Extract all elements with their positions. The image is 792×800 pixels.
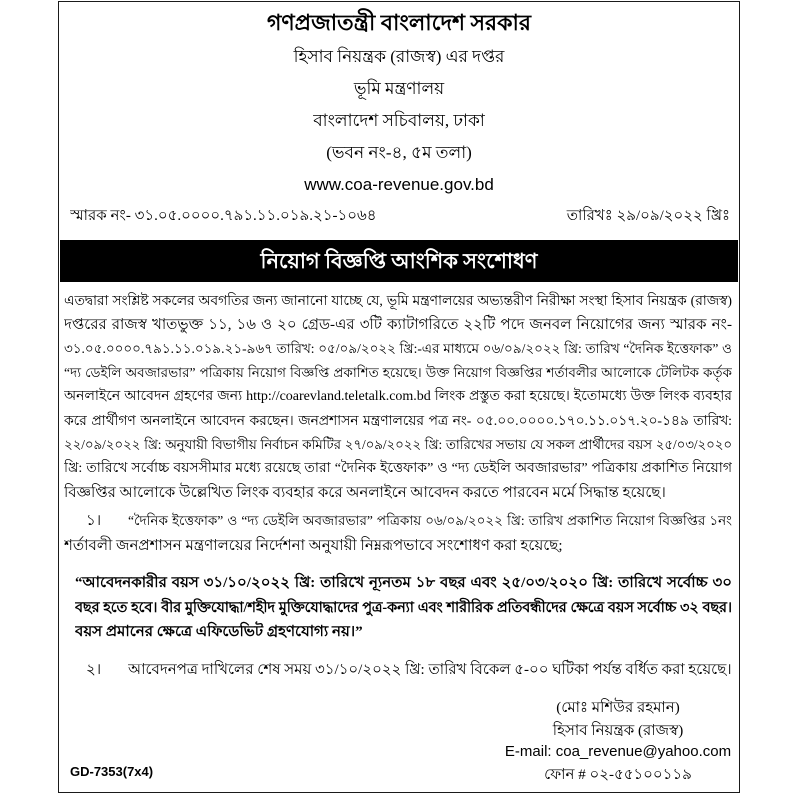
item-line: শর্তাবলী জনপ্রশাসন মন্ত্রণালয়ের নির্দেশনা অনুযায়ী নিম্নরূপভাবে সংশোধণ করা হয়েছে;	[64, 538, 563, 554]
office-name: হিসাব নিয়ন্ত্রক (রাজস্ব) এর দপ্তর	[293, 47, 505, 66]
paragraph-line: দপ্তরের রাজস্ব খাতভুক্ত ১১, ১৬ ও ২০ গ্রেড-এর ৩টি ক্যাটাগরিতে ২২টি পদে জনবল নিয়োগের জন্য স্মারক নং-	[64, 317, 732, 333]
item-number: ২।	[86, 662, 102, 678]
notice-banner	[60, 240, 738, 282]
signatory-designation: হিসাব নিয়ন্ত্রক (রাজস্ব)	[552, 723, 684, 739]
amended-clause-line: “আবেদনকারীর বয়স ৩১/১০/২০২২ খ্রি: তারিখে ন্যূনতম ১৮ বছর এবং ২৫/০৩/২০২০ খ্রি: তারিখে সর্বোচ্চ ৩০	[75, 575, 732, 591]
paragraph-line: ২২/০৯/২০২২ খ্রি: অনুযায়ী বিভাগীয় নির্বাচন কমিটির ২৭/০৯/২০২২ খ্রি: তারিখের সভায় যে সকল প্রার্থীদের বয়স ২৫/০৩/২০২০	[64, 437, 732, 452]
paragraph-line: “দ্য ডেইলি অবজারভার” পত্রিকায় নিয়োগ বিজ্ঞপ্তি প্রকাশিত হয়েছে। উক্ত নিয়োগ বিজ্ঞপ্তির শর্তাবলীর আলোকে টেলিটক কর্তৃক	[64, 365, 732, 380]
item-number: ১।	[86, 513, 102, 529]
item-line: “দৈনিক ইত্তেফাক” ও “দ্য ডেইলি অবজারভার” পত্রিকায় ০৬/০৯/২০২২ খ্রি: তারিখ প্রকাশিত নিয়োগ বিজ্ঞপ্তির ১নং	[128, 513, 732, 528]
paragraph-line: খ্রি: তারিখে সর্বোচ্চ বয়সসীমার মধ্যে রয়েছে তারা “দৈনিক ইত্তেফাক” ও “দ্য ডেইলি অবজারভার” পত্রিকায় প্রকাশিত নিয়োগ	[64, 461, 732, 476]
banner-title: নিয়োগ বিজ্ঞপ্তি আংশিক সংশোধণ	[260, 249, 538, 273]
paragraph-line: অনলাইনে আবেদন গ্রহণের জন্য http://coarevland.teletalk.com.bd লিংক প্রস্তুত করা হয়েছে। ইতোমধ্যে উক্ত লিংক ব্যবহার	[64, 389, 732, 404]
paragraph-line: বিজ্ঞপ্তির আলোকে উল্লেখিত লিংক ব্যবহার করে অনলাইনে আবেদন করতে পারবেন মর্মে সিদ্ধান্ত হয়েছে।	[64, 485, 666, 501]
print-code: GD-7353(7x4)	[70, 764, 154, 779]
secretariat-address: বাংলাদেশ সচিবালয়, ঢাকা	[313, 111, 485, 130]
memo-date: তারিখঃ ২৯/০৯/২০২২ খ্রিঃ	[566, 208, 730, 224]
amended-clause-line: বছর হতে হবে। বীর মুক্তিযোদ্ধা/শহীদ মুক্তিযোদ্ধাদের পুত্র-কন্যা এবং শারীরিক প্রতিবন্ধীদের ক্ষেত্রে বয়স সর্বোচ্চ ৩২ বছর।	[75, 600, 732, 616]
government-title: গণপ্রজাতন্ত্রী বাংলাদেশ সরকার	[266, 10, 532, 35]
item-line: আবেদনপত্র দাখিলের শেষ সময় ৩১/১০/২০২২ খ্রি: তারিখ বিকেল ৫-০০ ঘটিকা পর্যন্ত বর্ধিত করা হয়েছে।	[128, 662, 732, 678]
website-url: www.coa-revenue.gov.bd	[304, 175, 494, 194]
memo-number: স্মারক নং- ৩১.০৫.০০০০.৭৯১.১১.০১৯.২১-১০৬৪	[70, 208, 377, 224]
paragraph-line: করে প্রার্থীগণ অনলাইনে আবেদন করছেন। জনপ্রশাসন মন্ত্রণালয়ের পত্র নং- ০৫.০০.০০০০.১৭০.১১.০১৭.২০-১৪৯ তারিখ:	[64, 413, 732, 428]
building-info: (ভবন নং-৪, ৫ম তলা)	[326, 143, 472, 162]
paragraph-line: এতদ্বারা সংশ্লিষ্ট সকলের অবগতির জন্য জানানো যাচ্ছে যে, ভূমি মন্ত্রণালয়ের অভ্যন্তরীণ নিরীক্ষা সংস্থা হিসাব নিয়ন্ত্রক (রাজস্ব)	[64, 293, 732, 308]
signatory-name: (মোঃ মশিউর রহমান)	[556, 700, 680, 716]
amended-clause-line: বয়স প্রমানের ক্ষেত্রে এফিডেভিট গ্রহণযোগ্য নয়।”	[75, 624, 363, 640]
signatory-phone: ফোন # ০২-৫৫১০০১১৯	[544, 767, 692, 783]
paragraph-line: ৩১.০৫.০০০০.৭৯১.১১.০১৯.২১-৯৬৭ তারিখ: ০৫/০৯/২০২২ খ্রি:-এর মাধ্যমে ০৬/০৯/২০২২ খ্রি: তারিখ “দৈনিক ইত্তেফাক” ও	[64, 341, 732, 356]
ministry-name: ভূমি মন্ত্রণালয়	[353, 79, 445, 98]
signatory-email: E-mail: coa_revenue@yahoo.com	[504, 743, 732, 760]
